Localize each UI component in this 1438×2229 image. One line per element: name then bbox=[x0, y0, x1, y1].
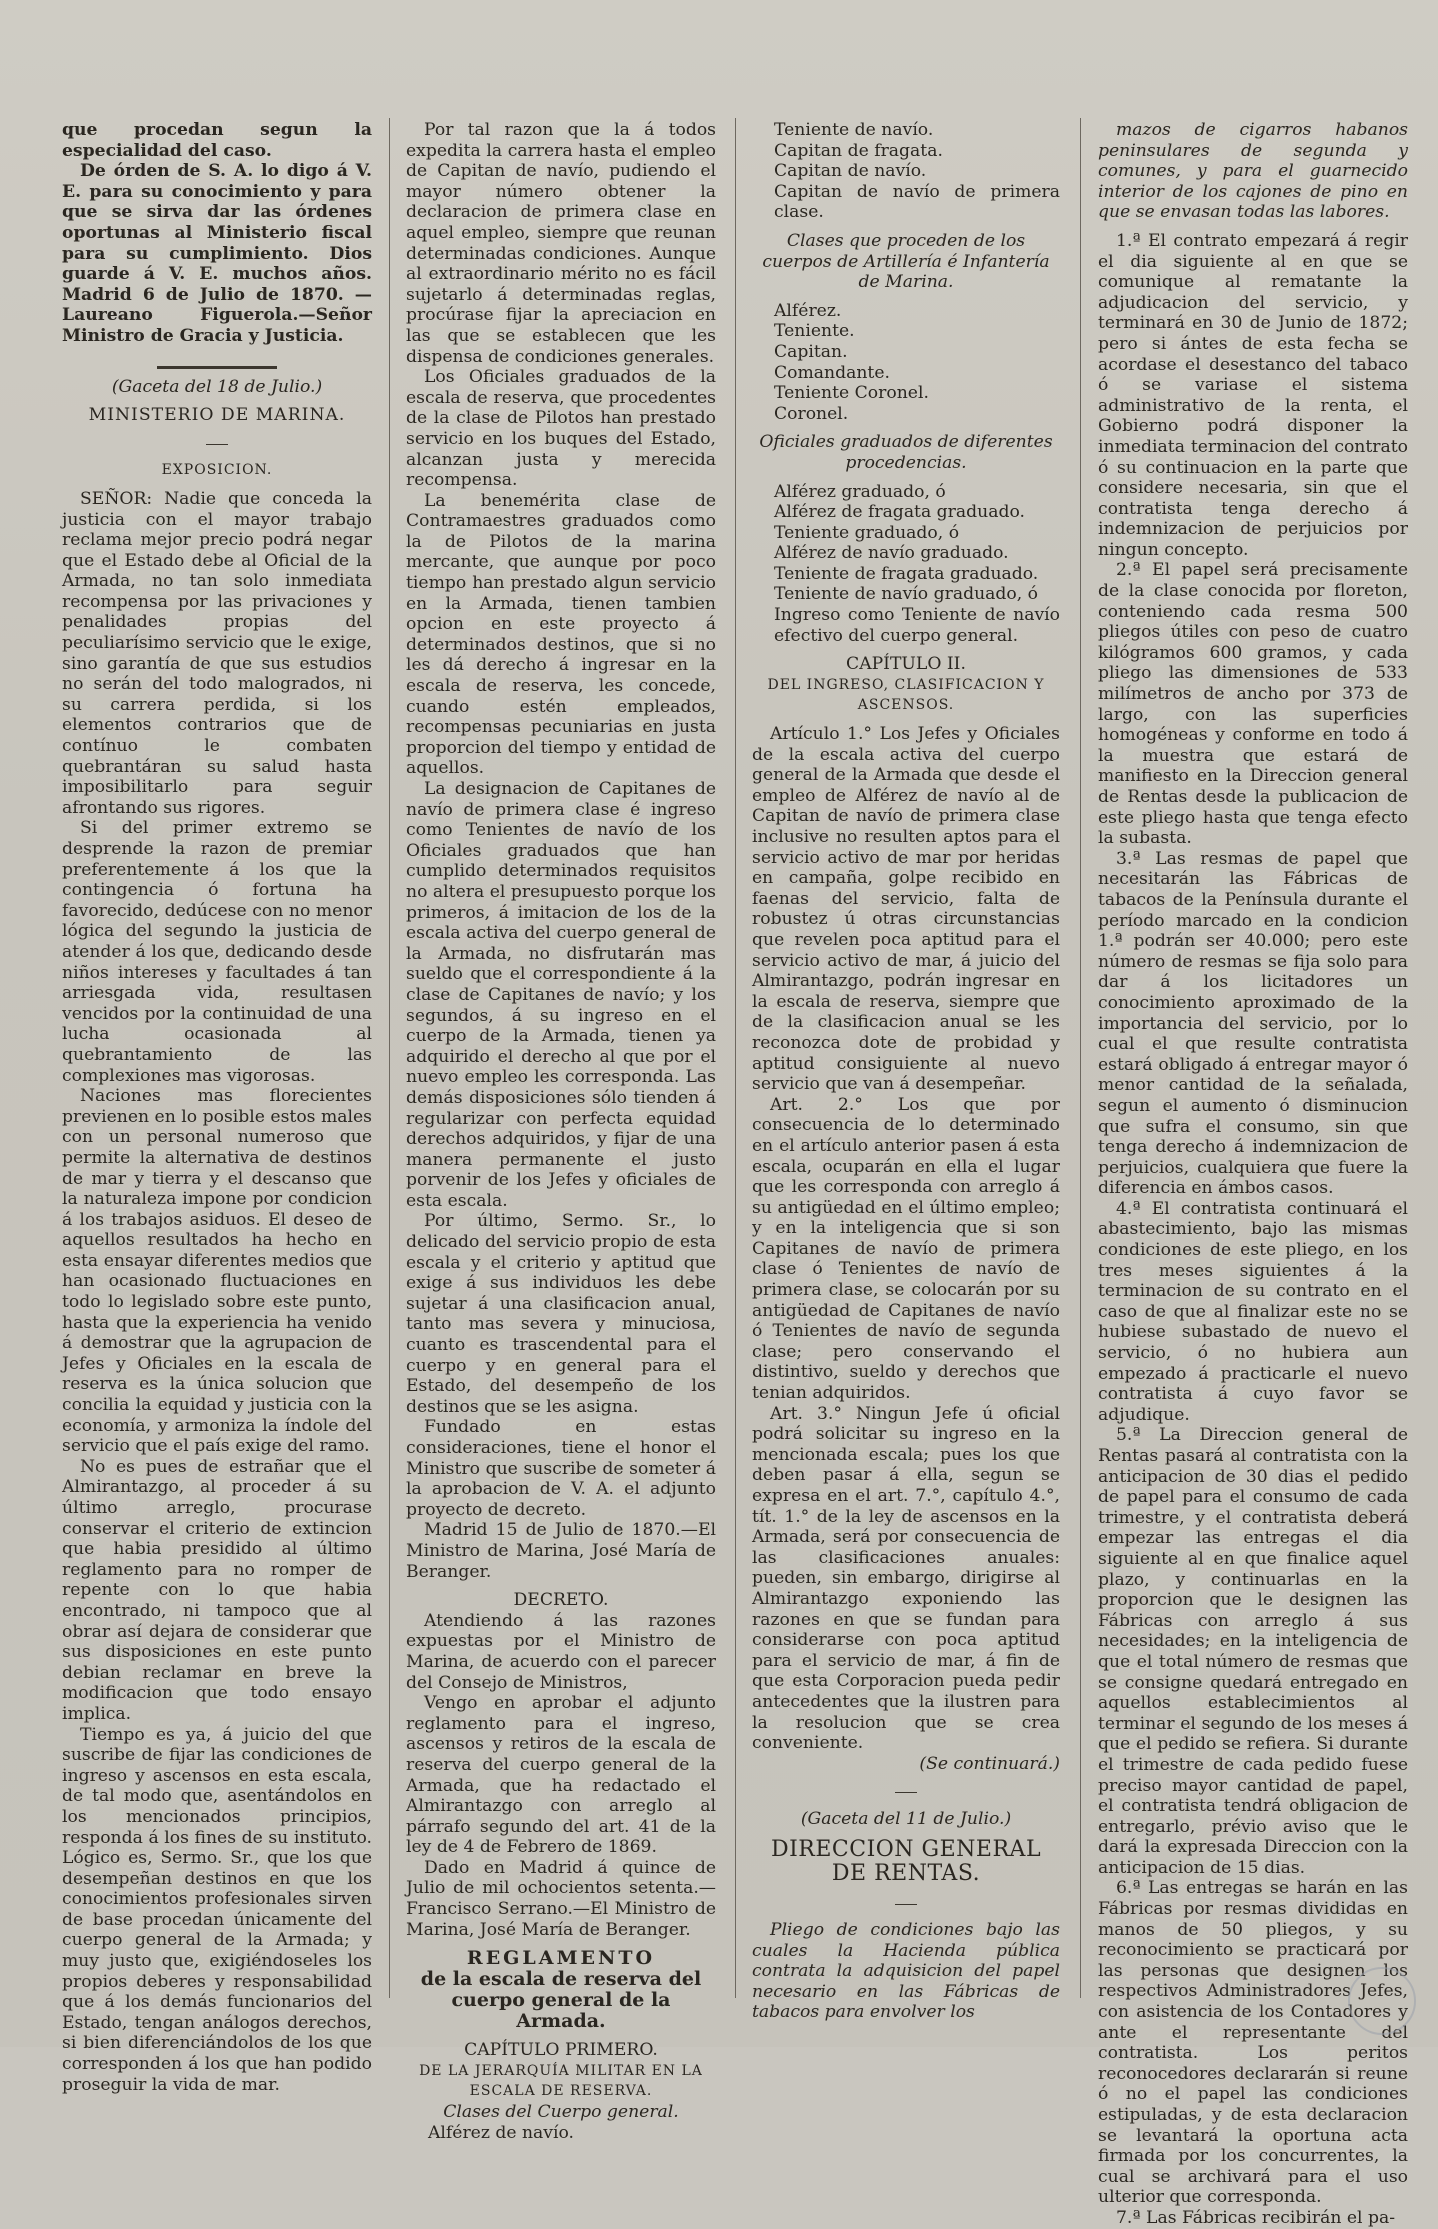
rank-item: Coronel. bbox=[774, 403, 849, 424]
paragraph: No es pues de estrañar que el Almirantazgo, al proceder á su último arreglo, procurase conservar el criterio de extincion que habia presidido al último reglamento para no romper de repente con lo que habia encontrado, ni tampoco que al obrar así dejara de considerar que sus disposiciones en este punto debian reclamar en breve la modificacion que todo ensayo implica. bbox=[62, 1456, 372, 1724]
rank-item: Comandante. bbox=[774, 362, 890, 383]
paragraph: Naciones mas florecientes previenen en lo posible estos males con un personal numeroso que permite la alternativa de destinos de mar y tierra y el descanso que la naturaleza impone por condicion á los trabajos asiduos. El deseo de aquellos resultados ha hecho en esta ensayar diferentes medios que han ocasionado fluctuaciones en todo lo legislado sobre este punto, hasta que la experiencia ha venido á demostrar que la agrupacion de Jefes y Oficiales en la escala de reserva es la única solucion que concilia la equidad y justicia con la economía, y armoniza la índole del servicio que el país exige del ramo. bbox=[62, 1086, 372, 1457]
rank-item: Teniente de navío graduado, ó bbox=[774, 584, 1039, 605]
column-rule bbox=[735, 118, 736, 1998]
paragraph: Tiempo es ya, á juicio del que suscribe de fijar las condiciones de ingreso y ascensos en esta escala, de tal modo que, asentándolos en los mencionados principios, responda á los fines de su instituto. Lógico es, Sermo. Sr., que los que desempeñan destinos en que los conocimientos profesionales sirven de base procedan únicamente del cuerpo general de la Armada; y muy justo que, exigiéndoseles los propios deberes y responsabilidad que á los demás funcionarios del Estado, tengan análogos derechos, si bien diferenciándolos de los que corresponden á los que han podido proseguir la vida de mar. bbox=[62, 1724, 372, 2095]
rank-item: Teniente Coronel. bbox=[774, 383, 929, 404]
column-4 bbox=[1098, 120, 1408, 2228]
gaceta-citation: (Gaceta del 18 de Julio.) bbox=[111, 376, 323, 397]
paragraph: Si del primer extremo se desprende la razon de premiar preferentemente á los que la contingencia ó fortuna ha favorecido, dedúcese con no menor lógica del segundo la justicia de atender á los que, dedicando desde niños intereses y facultades á tan arriesgada vida, resultasen vencidos por la continuidad de una lucha ocasionada al quebrantamiento de las complexiones mas vigorosas. bbox=[62, 818, 372, 1086]
condition: 5.ª La Direccion general de Rentas pasará al contratista con la anticipacion de 30 dias el pedido de papel para el consumo de cada trimestre, y el contratista deberá empezar las entregas el dia siguiente al en que finalice aquel plazo, y continuarlas en la proporcion que le designen las Fábricas con arreglo á sus necesidades; en la inteligencia de que el total número de resmas que se consigne quedará entregado en aquellos establecimientos al terminar el segundo de los meses á que el pedido se refiera. Si durante el trimestre de cada pedido fuese preciso mayor cantidad de papel, el contratista tendrá obligacion de entregarlo, prévio aviso que le dará la expresada Direccion con la anticipacion de 15 dias. bbox=[1098, 1425, 1408, 1878]
paragraph: Por último, Sermo. Sr., lo delicado del servicio propio de esta escala y el criterio y aptitud que exige á sus individuos les debe sujetar á una clasificacion anual, tanto mas severa y minuciosa, cuanto es trascendental para el cuerpo y en general para el Estado, del desempeño de los destinos que se les asigna. bbox=[406, 1211, 716, 1417]
chapter-heading: CAPÍTULO PRIMERO. bbox=[464, 2040, 658, 2061]
rank-list bbox=[752, 482, 1060, 647]
paragraph: Vengo en aprobar el adjunto reglamento para el ingreso, ascensos y retiros de la escala de reserva del cuerpo general de la Armada, que ha redactado el Almirantazgo con arreglo al párrafo segundo del art. 41 de la ley de 4 de Febrero de 1869. bbox=[406, 1693, 716, 1858]
column-rule bbox=[1080, 118, 1081, 1998]
rank-item: Teniente de fragata graduado. bbox=[774, 563, 1039, 584]
rank-item: Alférez. bbox=[774, 300, 842, 321]
rank-item: Ingreso como Teniente de navío efectivo del cuerpo general. bbox=[774, 605, 1060, 646]
paragraph: Los Oficiales graduados de la escala de reserva, que procedentes de la clase de Pilotos han prestado servicio en los buques del Estado, alcanzan justa y merecida recompensa. bbox=[406, 367, 716, 491]
rank-item: Teniente de navío. bbox=[774, 120, 934, 140]
chapter-subheading: DE LA JERARQUÍA MILITAR EN LA ESCALA DE RESERVA. bbox=[419, 2062, 703, 2100]
column-1 bbox=[62, 120, 372, 2095]
short-divider bbox=[752, 1778, 1060, 1799]
rank-item: Capitan de fragata. bbox=[774, 140, 943, 161]
ornament-divider bbox=[62, 357, 372, 367]
rank-item: Alférez graduado, ó bbox=[774, 481, 946, 502]
paragraph: Atendiendo á las razones expuestas por el Ministro de Marina, de acuerdo con el parecer del Consejo de Ministros, bbox=[406, 1610, 716, 1693]
paragraph: La benemérita clase de Contramaestres graduados como la de Pilotos de la marina mercante, que aunque por poco tiempo han prestado algun servicio en la Armada, tienen tambien opcion en este proyecto á determinados destinos, que si no les dá derecho á ingresar en la escala de reserva, les concede, cuando estén empleados, recompensas pecuniarias en justa proporcion del tiempo y entidad de aquellos. bbox=[406, 490, 716, 779]
library-stamp-icon bbox=[1348, 1967, 1416, 2035]
section-heading: DIRECCION GENERAL DE RENTAS. bbox=[770, 1836, 1042, 1886]
paragraph: Fundado en estas consideraciones, tiene el honor el Ministro que suscribe de someter á la aprobacion de V. A. el adjunto proyecto de decreto. bbox=[406, 1417, 716, 1520]
paragraph: Pliego de condiciones bajo las cuales la Hacienda pública contrata la adquisicion del papel necesario en las Fábricas de tabacos para envolver los bbox=[752, 1920, 1060, 2023]
rank-list bbox=[752, 301, 1060, 425]
paragraph: Madrid 15 de Julio de 1870.—El Ministro de Marina, José María de Beranger. bbox=[406, 1520, 716, 1582]
rank-list bbox=[752, 120, 1060, 223]
condition: 1.ª El contrato empezará á regir el dia siguiente al en que se comunique al rematante la adjudicacion del servicio, y terminará en 30 de Junio de 1872; pero si ántes de esta fecha se acordase el desestanco del tabaco ó se variase el sistema administrativo de la renta, el Gobierno podrá disponer la inmediata terminacion del contrato ó su continuacion en la parte que considere necesaria, sin que el contratista tenga derecho á indemnizacion de perjuicios por ningun concepto. bbox=[1098, 230, 1408, 560]
column-rule bbox=[389, 118, 390, 1998]
paragraph: que procedan segun la especialidad del caso. bbox=[62, 120, 372, 161]
rank-item: Alférez de navío graduado. bbox=[774, 543, 1009, 564]
list-heading: Clases que proceden de los cuerpos de Artillería é Infantería de Marina. bbox=[762, 230, 1050, 293]
article: Artículo 1.° Los Jefes y Oficiales de la escala activa del cuerpo general de la Armada que desde el empleo de Alférez de navío al de Capitan de navío de primera clase inclusive no resulten aptos para el servicio activo de mar por heridas en campaña, golpe recibido en faenas del servicio, falta de robustez ú otras circunstancias que revelen poca aptitud para el servicio activo de mar, á juicio del Almirantazgo, podrán ingresar en la escala de reserva, siempre que de la clasificacion anual se les reconozca dote de probidad y aptitud consiguiente al nuevo servicio que van á desempeñar. bbox=[752, 724, 1060, 1095]
paragraph: Por tal razon que la á todos expedita la carrera hasta el empleo de Capitan de navío, pudiendo el mayor número obtener la declaracion de primera clase en aquel empleo, siempre que reunan determinadas condiciones. Aunque al extraordinario mérito no es fácil sujetarlo á determinadas reglas, procúrase fijar la apreciacion en las que se establecen que les dispensa de condiciones generales. bbox=[406, 120, 716, 367]
article: Art. 2.° Los que por consecuencia de lo determinado en el artículo anterior pasen á esta escala, ocuparán en ella el lugar que les corresponda con arreglo á su antigüedad en el último empleo; y en la inteligencia que si son Capitanes de navío de primera clase ó Tenientes de navío de primera clase, se colocarán por su antigüedad de Capitanes de navío ó Tenientes de navío de segunda clase; pero conservando el distintivo, sueldo y derechos que tenian adquiridos. bbox=[752, 1094, 1060, 1404]
rank-item: Teniente graduado, ó bbox=[774, 522, 960, 543]
reglamento-subtitle: de la escala de reserva del cuerpo general de la Armada. bbox=[420, 1968, 702, 2033]
column-2 bbox=[406, 120, 716, 2143]
rank-item: Alférez de fragata graduado. bbox=[774, 502, 1025, 523]
decreto-heading: DECRETO. bbox=[513, 1590, 609, 1611]
list-heading: Oficiales graduados de diferentes procedencias. bbox=[759, 432, 1053, 473]
rank-item: Alférez de navío. bbox=[428, 2122, 575, 2143]
reglamento-title: REGLAMENTO bbox=[466, 1947, 656, 1970]
condition: 4.ª El contratista continuará el abastecimiento, bajo las mismas condiciones de este pliego, en los tres meses siguientes á la terminacion de su contrato en el caso de que al finalizar este no se hubiese subastado de nuevo el servicio, ó no hubiera aun empezado á practicarle el nuevo contratista á cuyo favor se adjudique. bbox=[1098, 1198, 1408, 1425]
paragraph: SEÑOR: Nadie que conceda la justicia con el mayor trabajo reclama mejor precio podrá negar que el Estado debe al Oficial de la Armada, no tan solo inmediata recompensa por las privaciones y penalidades propias del peculiarísimo servicio que le exige, sino garantía de que sus estudios no serán del todo malogrados, ni su carrera perdida, si los elementos contrarios que de contínuo le combaten quebrantáran su salud hasta imposibilitarlo para seguir afrontando sus rigores. bbox=[62, 488, 372, 818]
condition: 6.ª Las entregas se harán en las Fábricas por resmas divididas en manos de 50 pliegos, y su reconocimiento se practicará por las personas que designen los respectivos Administradores Jefes, con asistencia de los Contadores y ante el representante del contratista. Los peritos reconocedores declararán si reune ó no el papel las condiciones estipuladas, y de esta declaracion se levantará la oportuna acta firmada por los concurrentes, la cual se archivará para el uso ulterior que corresponda. bbox=[1098, 1878, 1408, 2208]
chapter-heading: CAPÍTULO II. bbox=[846, 654, 966, 675]
rank-item: Capitan. bbox=[774, 341, 848, 362]
short-divider bbox=[752, 1890, 1060, 1911]
paragraph: La designacion de Capitanes de navío de primera clase é ingreso como Tenientes de navío de los Oficiales graduados que han cumplido determinados requisitos no altera el presupuesto porque los primeros, á imitacion de los de la escala activa del cuerpo general de la Armada, no disfrutarán mas sueldo que el correspondiente á la clase de Capitanes de navío; y los segundos, á su ingreso en el cuerpo de la Armada, tienen ya adquirido el derecho al que por el nuevo empleo les corresponda. Las demás disposiciones sólo tienden á regularizar con perfecta equidad derechos adquiridos, y fijar de una manera permanente el justo porvenir de los Jefes y oficiales de esta escala. bbox=[406, 779, 716, 1211]
column-3 bbox=[752, 120, 1060, 2023]
chapter-subheading: DEL INGRESO, CLASIFICACION Y ASCENSOS. bbox=[767, 676, 1045, 714]
rank-item: Teniente. bbox=[774, 321, 855, 342]
subheading: EXPOSICION. bbox=[161, 462, 273, 479]
rank-item: Capitan de navío de primera clase. bbox=[774, 181, 1060, 223]
paragraph: Dado en Madrid á quince de Julio de mil ochocientos setenta.—Francisco Serrano.—El Ministro de Marina, José María de Beranger. bbox=[406, 1857, 716, 1940]
list-heading: Clases del Cuerpo general. bbox=[443, 2102, 679, 2123]
continuation-note: (Se continuará.) bbox=[919, 1753, 1060, 1774]
condition: 2.ª El papel será precisamente de la clase conocida por floreton, conteniendo cada resma 500 pliegos útiles con peso de cuatro kilógramos 600 gramos, y cada pliego las dimensiones de 533 milímetros de ancho por 373 de largo, con las superficies homogéneas y conforme en todo á la muestra que estará de manifiesto en la Direccion general de Rentas desde la publicacion de este pliego hasta que tenga efecto la subasta. bbox=[1098, 560, 1408, 849]
paragraph: De órden de S. A. lo digo á V. E. para su conocimiento y para que se sirva dar las órdenes oportunas al Ministerio fiscal para su cumplimiento. Dios guarde á V. E. muchos años. Madrid 6 de Julio de 1870. —Laureano Figuerola.—Señor Ministro de Gracia y Justicia. bbox=[62, 161, 372, 346]
gaceta-citation: (Gaceta del 11 de Julio.) bbox=[800, 1808, 1012, 1829]
short-divider bbox=[62, 430, 372, 451]
paragraph: mazos de cigarros habanos peninsulares de segunda y comunes, y para el guarnecido interior de los cajones de pino en que se envasan todas las labores. bbox=[1098, 120, 1408, 223]
article: Art. 3.° Ningun Jefe ú oficial podrá solicitar su ingreso en la mencionada escala; pues los que deben pasar á ella, segun se expresa en el art. 7.°, capítulo 4.°, tít. 1.° de la ley de ascensos en la Armada, será por consecuencia de las clasificaciones anuales: pueden, sin embargo, dirigirse al Almirantazgo exponiendo las razones en que se fundan para considerarse con poca aptitud para el servicio de mar, á fin de que esta Corporacion pueda pedir antecedentes que la ilustren para la resolucion que se crea conveniente. bbox=[752, 1403, 1060, 1754]
section-heading: MINISTERIO DE MARINA. bbox=[88, 405, 346, 426]
rank-item: Capitan de navío. bbox=[774, 161, 927, 182]
condition: 7.ª Las Fábricas recibirán el pa- bbox=[1116, 2207, 1396, 2228]
condition: 3.ª Las resmas de papel que necesitarán las Fábricas de tabacos de la Península durante el período marcado en la condicion 1.ª podrán ser 40.000; pero este número de resmas se fija solo para dar á los licitadores un conocimiento aproximado de la importancia del servicio, por lo cual el que resulte contratista estará obligado á entregar mayor ó menor cantidad de la señalada, segun el aumento ó disminucion que sufra el consumo, sin que tenga derecho á indemnizacion de perjuicios, cualquiera que fuere la diferencia en ámbos casos. bbox=[1098, 848, 1408, 1199]
